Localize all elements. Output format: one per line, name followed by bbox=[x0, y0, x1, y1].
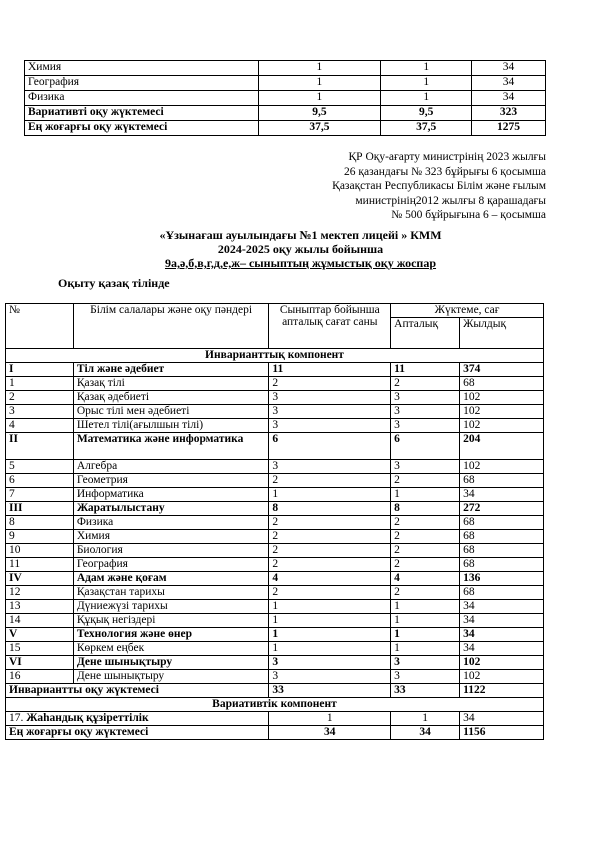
variative-row bbox=[6, 712, 544, 726]
curriculum-table bbox=[5, 303, 544, 740]
approval-line: № 500 бұйрығына 6 – қосымша bbox=[391, 209, 546, 221]
table-row bbox=[6, 642, 544, 656]
table-row bbox=[6, 460, 544, 474]
row-number: 7 bbox=[6, 488, 74, 502]
variative-subject bbox=[6, 712, 269, 726]
row-hours: 2 bbox=[269, 586, 391, 600]
row-hours: 2 bbox=[269, 544, 391, 558]
row-hours: 3 bbox=[269, 670, 391, 684]
row-number: 13 bbox=[6, 600, 74, 614]
row-weekly: 2 bbox=[391, 586, 460, 600]
table-row bbox=[6, 405, 544, 419]
row-weekly: 3 bbox=[391, 656, 460, 670]
top-row-name: Химия bbox=[25, 61, 259, 76]
row-weekly: 2 bbox=[391, 544, 460, 558]
row-subject: Көркем еңбек bbox=[73, 642, 269, 656]
row-weekly: 11 bbox=[391, 363, 460, 377]
row-weekly: 1 bbox=[391, 614, 460, 628]
header-weekly-hours: Сыныптар бойынша апталық сағат саны bbox=[269, 304, 391, 349]
invariant-title: Инварианттық компонент bbox=[6, 349, 544, 363]
table-row bbox=[6, 544, 544, 558]
row-weekly: 1 bbox=[391, 488, 460, 502]
row-yearly: 68 bbox=[460, 530, 544, 544]
row-subject: Физика bbox=[73, 516, 269, 530]
invariant-total-yearly: 1122 bbox=[460, 684, 544, 698]
table-row bbox=[6, 558, 544, 572]
top-row-value: 1 bbox=[381, 91, 472, 106]
row-weekly: 2 bbox=[391, 474, 460, 488]
row-hours: 1 bbox=[269, 628, 391, 642]
top-row-value: 37,5 bbox=[258, 121, 381, 136]
header-num: № bbox=[6, 304, 74, 349]
row-yearly: 68 bbox=[460, 558, 544, 572]
header-load: Жүктеме, сағ bbox=[391, 304, 544, 318]
row-weekly: 6 bbox=[391, 433, 460, 460]
row-yearly: 34 bbox=[460, 642, 544, 656]
row-weekly: 8 bbox=[391, 502, 460, 516]
row-weekly: 4 bbox=[391, 572, 460, 586]
row-number: 15 bbox=[6, 642, 74, 656]
header-yearly: Жылдық bbox=[460, 318, 544, 349]
row-hours: 3 bbox=[269, 656, 391, 670]
variative-label: Жаһандық құзіреттілік bbox=[26, 712, 149, 724]
row-weekly: 3 bbox=[391, 391, 460, 405]
grand-total-row bbox=[6, 726, 544, 740]
row-weekly: 3 bbox=[391, 670, 460, 684]
row-yearly: 68 bbox=[460, 586, 544, 600]
row-number: 6 bbox=[6, 474, 74, 488]
grand-total-yearly: 1156 bbox=[460, 726, 544, 740]
approval-note bbox=[332, 150, 546, 223]
row-yearly: 68 bbox=[460, 377, 544, 391]
row-yearly: 272 bbox=[460, 502, 544, 516]
top-row-value: 37,5 bbox=[381, 121, 472, 136]
row-number: 11 bbox=[6, 558, 74, 572]
top-row-value: 1275 bbox=[472, 121, 546, 136]
row-weekly: 2 bbox=[391, 558, 460, 572]
row-yearly: 374 bbox=[460, 363, 544, 377]
table-row bbox=[6, 377, 544, 391]
variative-yearly: 34 bbox=[460, 712, 544, 726]
invariant-total-row bbox=[6, 684, 544, 698]
top-row-value: 34 bbox=[472, 76, 546, 91]
row-subject: Дене шынықтыру bbox=[73, 670, 269, 684]
table-row bbox=[6, 391, 544, 405]
row-hours: 1 bbox=[269, 600, 391, 614]
row-hours: 4 bbox=[269, 572, 391, 586]
approval-line: Қазақстан Республикасы Білім және ғылым bbox=[332, 180, 546, 192]
row-hours: 2 bbox=[269, 558, 391, 572]
row-subject: Орыс тілі мен әдебиеті bbox=[73, 405, 269, 419]
row-yearly: 102 bbox=[460, 391, 544, 405]
table-row bbox=[6, 530, 544, 544]
row-subject: Технология және өнер bbox=[73, 628, 269, 642]
invariant-total-label: Инвариантты оқу жүктемесі bbox=[6, 684, 269, 698]
top-row-value: 9,5 bbox=[258, 106, 381, 121]
row-yearly: 34 bbox=[460, 488, 544, 502]
row-number: IV bbox=[6, 572, 74, 586]
row-subject: Тіл және әдебиет bbox=[73, 363, 269, 377]
top-row-value: 323 bbox=[472, 106, 546, 121]
row-number: 10 bbox=[6, 544, 74, 558]
row-weekly: 2 bbox=[391, 516, 460, 530]
row-subject: Алгебра bbox=[73, 460, 269, 474]
row-weekly: 3 bbox=[391, 460, 460, 474]
row-number: II bbox=[6, 433, 74, 460]
table-row bbox=[6, 516, 544, 530]
row-number: 4 bbox=[6, 419, 74, 433]
row-hours: 3 bbox=[269, 419, 391, 433]
grand-total-hours: 34 bbox=[269, 726, 391, 740]
top-row-value: 9,5 bbox=[381, 106, 472, 121]
row-weekly: 1 bbox=[391, 600, 460, 614]
invariant-total-weekly: 33 bbox=[391, 684, 460, 698]
row-yearly: 34 bbox=[460, 628, 544, 642]
row-subject: Қазақ әдебиеті bbox=[73, 391, 269, 405]
top-summary-body bbox=[25, 61, 546, 136]
row-subject: Биология bbox=[73, 544, 269, 558]
plan-title: 9а,ә,б,в,г,д,е,ж– сыныптың жұмыстық оқу жоспар bbox=[164, 256, 437, 270]
row-subject: Шетел тілі(ағылшын тілі) bbox=[73, 419, 269, 433]
header-row bbox=[6, 304, 544, 318]
row-yearly: 68 bbox=[460, 474, 544, 488]
row-number: 3 bbox=[6, 405, 74, 419]
row-yearly: 204 bbox=[460, 433, 544, 460]
row-yearly: 102 bbox=[460, 670, 544, 684]
top-row bbox=[25, 106, 546, 121]
document-header bbox=[0, 228, 601, 270]
table-row bbox=[6, 488, 544, 502]
top-row bbox=[25, 76, 546, 91]
row-hours: 3 bbox=[269, 391, 391, 405]
row-weekly: 2 bbox=[391, 377, 460, 391]
row-hours: 3 bbox=[269, 405, 391, 419]
curriculum-body bbox=[6, 304, 544, 740]
table-row bbox=[6, 586, 544, 600]
row-subject: Құқық негіздері bbox=[73, 614, 269, 628]
row-yearly: 34 bbox=[460, 614, 544, 628]
row-hours: 1 bbox=[269, 642, 391, 656]
top-row-name: Физика bbox=[25, 91, 259, 106]
row-yearly: 102 bbox=[460, 419, 544, 433]
row-number: I bbox=[6, 363, 74, 377]
row-hours: 1 bbox=[269, 614, 391, 628]
row-number: V bbox=[6, 628, 74, 642]
header-weekly: Апталық bbox=[391, 318, 460, 349]
row-subject: Химия bbox=[73, 530, 269, 544]
row-number: 5 bbox=[6, 460, 74, 474]
row-subject: Математика және информатика bbox=[73, 433, 269, 460]
language-of-instruction: Оқыту қазақ тілінде bbox=[58, 276, 170, 290]
grand-total-label: Ең жоғарғы оқу жүктемесі bbox=[6, 726, 269, 740]
row-hours: 3 bbox=[269, 460, 391, 474]
approval-line: 26 қазандағы № 323 бұйрығы 6 қосымша bbox=[344, 165, 546, 178]
row-subject: Геометрия bbox=[73, 474, 269, 488]
top-summary-table bbox=[24, 60, 546, 136]
row-number: 9 bbox=[6, 530, 74, 544]
top-row bbox=[25, 61, 546, 76]
top-row-value: 34 bbox=[472, 91, 546, 106]
row-yearly: 34 bbox=[460, 600, 544, 614]
top-row-value: 34 bbox=[472, 61, 546, 76]
row-yearly: 68 bbox=[460, 544, 544, 558]
table-row bbox=[6, 474, 544, 488]
top-row bbox=[25, 121, 546, 136]
table-row bbox=[6, 670, 544, 684]
row-yearly: 136 bbox=[460, 572, 544, 586]
variative-title: Вариативтік компонент bbox=[6, 698, 544, 712]
table-row bbox=[6, 363, 544, 377]
row-number: III bbox=[6, 502, 74, 516]
row-number: 1 bbox=[6, 377, 74, 391]
variative-hours: 1 bbox=[269, 712, 391, 726]
row-yearly: 102 bbox=[460, 405, 544, 419]
table-row bbox=[6, 502, 544, 516]
table-row bbox=[6, 572, 544, 586]
row-number: 16 bbox=[6, 670, 74, 684]
table-row bbox=[6, 614, 544, 628]
row-subject: Дүниежүзі тарихы bbox=[73, 600, 269, 614]
row-weekly: 3 bbox=[391, 405, 460, 419]
top-row-value: 1 bbox=[258, 91, 381, 106]
school-name: «Ұзынағаш ауылындағы №1 мектеп лицейі » КММ bbox=[159, 228, 442, 242]
table-row bbox=[6, 628, 544, 642]
top-row-name: География bbox=[25, 76, 259, 91]
row-weekly: 1 bbox=[391, 628, 460, 642]
approval-line: ҚР Оқу-ағарту министрінің 2023 жылғы bbox=[348, 151, 546, 163]
invariant-total-hours: 33 bbox=[269, 684, 391, 698]
header-subject: Білім салалары және оқу пәндері bbox=[73, 304, 269, 349]
row-weekly: 3 bbox=[391, 419, 460, 433]
row-subject: Информатика bbox=[73, 488, 269, 502]
row-weekly: 2 bbox=[391, 530, 460, 544]
row-hours: 2 bbox=[269, 530, 391, 544]
table-row bbox=[6, 656, 544, 670]
top-row-name: Вариативті оқу жүктемесі bbox=[25, 106, 259, 121]
invariant-title-row bbox=[6, 349, 544, 363]
variative-number: 17. bbox=[9, 712, 24, 724]
table-row bbox=[6, 433, 544, 460]
row-hours: 1 bbox=[269, 488, 391, 502]
row-hours: 6 bbox=[269, 433, 391, 460]
row-subject: Қазақ тілі bbox=[73, 377, 269, 391]
row-subject: Дене шынықтыру bbox=[73, 656, 269, 670]
approval-line: министрінің2012 жылғы 8 қарашадағы bbox=[355, 194, 546, 207]
table-row bbox=[6, 600, 544, 614]
top-row-value: 1 bbox=[258, 61, 381, 76]
row-hours: 8 bbox=[269, 502, 391, 516]
academic-year: 2024-2025 оқу жылы бойынша bbox=[217, 242, 384, 256]
row-hours: 2 bbox=[269, 474, 391, 488]
row-yearly: 102 bbox=[460, 460, 544, 474]
row-yearly: 102 bbox=[460, 656, 544, 670]
row-number: 14 bbox=[6, 614, 74, 628]
row-hours: 2 bbox=[269, 377, 391, 391]
variative-title-row bbox=[6, 698, 544, 712]
row-subject: Қазақстан тарихы bbox=[73, 586, 269, 600]
row-subject: География bbox=[73, 558, 269, 572]
variative-weekly: 1 bbox=[391, 712, 460, 726]
top-row-value: 1 bbox=[381, 76, 472, 91]
grand-total-weekly: 34 bbox=[391, 726, 460, 740]
table-row bbox=[6, 419, 544, 433]
top-row-value: 1 bbox=[381, 61, 472, 76]
top-row bbox=[25, 91, 546, 106]
top-row-value: 1 bbox=[258, 76, 381, 91]
row-subject: Адам және қоғам bbox=[73, 572, 269, 586]
row-hours: 2 bbox=[269, 516, 391, 530]
row-number: 12 bbox=[6, 586, 74, 600]
top-row-name: Ең жоғарғы оқу жүктемесі bbox=[25, 121, 259, 136]
row-subject: Жаратылыстану bbox=[73, 502, 269, 516]
row-number: 2 bbox=[6, 391, 74, 405]
row-yearly: 68 bbox=[460, 516, 544, 530]
row-number: 8 bbox=[6, 516, 74, 530]
row-number: VI bbox=[6, 656, 74, 670]
row-weekly: 1 bbox=[391, 642, 460, 656]
row-hours: 11 bbox=[269, 363, 391, 377]
